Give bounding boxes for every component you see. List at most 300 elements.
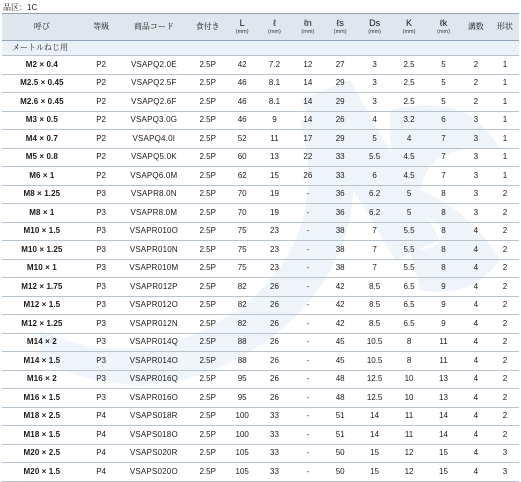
- cell-chamfer: 2.5P: [187, 407, 228, 426]
- section-label: メートルねじ用: [2, 41, 519, 56]
- cell-flutes: 3: [461, 204, 491, 223]
- cell-L: 95: [228, 389, 256, 408]
- cell-l: 23: [256, 241, 293, 260]
- cell-nominal: M14 × 2: [2, 333, 82, 352]
- header-K: K (mm): [392, 14, 426, 41]
- cell-l: 33: [256, 463, 293, 482]
- cell-Ds: 12.5: [357, 370, 391, 389]
- cell-product-code: VSAPR010M: [120, 259, 187, 278]
- cell-product-code: VSAPR010N: [120, 241, 187, 260]
- cell-chamfer: 2.5P: [187, 93, 228, 112]
- cell-flutes: 4: [461, 426, 491, 445]
- header-nominal: 呼び: [2, 14, 82, 41]
- table-row: [2, 56, 519, 75]
- cell-l: 33: [256, 407, 293, 426]
- cell-l: 11: [256, 130, 293, 149]
- cell-grade: P3: [82, 389, 121, 408]
- cell-L: 46: [228, 93, 256, 112]
- cell-K: 11: [392, 426, 426, 445]
- cell-chamfer: 2.5P: [187, 259, 228, 278]
- cell-chamfer: 2.5P: [187, 74, 228, 93]
- cell-flutes: 4: [461, 333, 491, 352]
- cell-K: 12: [392, 444, 426, 463]
- cell-shape: 1: [491, 56, 519, 75]
- cell-grade: P3: [82, 296, 121, 315]
- cell-K: 5.5: [392, 241, 426, 260]
- cell-Ds: 12.5: [357, 389, 391, 408]
- cell-nominal: M14 × 1.5: [2, 352, 82, 371]
- cell-grade: P3: [82, 352, 121, 371]
- cell-l: 26: [256, 333, 293, 352]
- cell-ls: 50: [323, 463, 357, 482]
- cell-grade: P2: [82, 130, 121, 149]
- cell-l: 7.2: [256, 56, 293, 75]
- cell-shape: 2: [491, 407, 519, 426]
- cell-ln: -: [293, 222, 323, 241]
- table-row: [2, 389, 519, 408]
- table-row: [2, 463, 519, 482]
- cell-lk: 13: [426, 370, 460, 389]
- header-chamfer: 食付き: [187, 14, 228, 41]
- cell-product-code: VSAPQ3.0G: [120, 111, 187, 130]
- cell-l: 19: [256, 185, 293, 204]
- table-body: [2, 41, 519, 482]
- cell-L: 46: [228, 111, 256, 130]
- cell-ln: -: [293, 333, 323, 352]
- cell-grade: P2: [82, 167, 121, 186]
- cell-product-code: VSAPQ5.0K: [120, 148, 187, 167]
- cell-product-code: VSAPR012O: [120, 296, 187, 315]
- cell-L: 105: [228, 444, 256, 463]
- cell-flutes: 4: [461, 278, 491, 297]
- header-ls: ℓs (mm): [323, 14, 357, 41]
- cell-grade: P2: [82, 148, 121, 167]
- cell-L: 52: [228, 130, 256, 149]
- cell-grade: P3: [82, 315, 121, 334]
- cell-flutes: 4: [461, 389, 491, 408]
- cell-Ds: 6.2: [357, 185, 391, 204]
- cell-ls: 29: [323, 130, 357, 149]
- cell-K: 12: [392, 463, 426, 482]
- cell-nominal: M2.5 × 0.45: [2, 74, 82, 93]
- cell-lk: 5: [426, 56, 460, 75]
- cell-lk: 8: [426, 185, 460, 204]
- cell-chamfer: 2.5P: [187, 296, 228, 315]
- cell-l: 23: [256, 259, 293, 278]
- cell-lk: 8: [426, 204, 460, 223]
- cell-l: 33: [256, 426, 293, 445]
- cell-product-code: VSAPS020O: [120, 463, 187, 482]
- cell-L: 88: [228, 333, 256, 352]
- cell-lk: 14: [426, 426, 460, 445]
- cell-ln: -: [293, 204, 323, 223]
- cell-K: 6.5: [392, 315, 426, 334]
- table-row: [2, 333, 519, 352]
- cell-ln: -: [293, 444, 323, 463]
- cell-L: 75: [228, 241, 256, 260]
- cell-lk: 14: [426, 407, 460, 426]
- cell-lk: 6: [426, 111, 460, 130]
- cell-Ds: 8.5: [357, 315, 391, 334]
- cell-Ds: 3: [357, 74, 391, 93]
- cell-nominal: M12 × 1.75: [2, 278, 82, 297]
- table-row: [2, 74, 519, 93]
- cell-ls: 29: [323, 74, 357, 93]
- cell-ls: 26: [323, 111, 357, 130]
- cell-nominal: M2 × 0.4: [2, 56, 82, 75]
- header-lk: ℓk (mm): [426, 14, 460, 41]
- cell-chamfer: 2.5P: [187, 185, 228, 204]
- table-row: [2, 426, 519, 445]
- cell-Ds: 15: [357, 463, 391, 482]
- header-flutes: 溝数: [461, 14, 491, 41]
- cell-product-code: VSAPR014Q: [120, 333, 187, 352]
- cell-chamfer: 2.5P: [187, 389, 228, 408]
- table-row: [2, 130, 519, 149]
- cell-ls: 50: [323, 444, 357, 463]
- cell-shape: 2: [491, 185, 519, 204]
- cell-product-code: VSAPQ2.0E: [120, 56, 187, 75]
- cell-chamfer: 2.5P: [187, 241, 228, 260]
- cell-K: 8: [392, 333, 426, 352]
- cell-ln: 17: [293, 130, 323, 149]
- cell-lk: 11: [426, 352, 460, 371]
- header-l: ℓ (mm): [256, 14, 293, 41]
- cell-grade: P2: [82, 56, 121, 75]
- cell-Ds: 6.2: [357, 204, 391, 223]
- cell-K: 4: [392, 130, 426, 149]
- cell-ls: 36: [323, 204, 357, 223]
- cell-K: 5.5: [392, 222, 426, 241]
- cell-nominal: M3 × 0.5: [2, 111, 82, 130]
- cell-product-code: VSAPR010O: [120, 222, 187, 241]
- cell-shape: 2: [491, 204, 519, 223]
- cell-K: 6.5: [392, 296, 426, 315]
- cell-ln: 14: [293, 74, 323, 93]
- cell-chamfer: 2.5P: [187, 111, 228, 130]
- cell-Ds: 7: [357, 259, 391, 278]
- table-row: [2, 370, 519, 389]
- cell-L: 70: [228, 204, 256, 223]
- cell-Ds: 15: [357, 444, 391, 463]
- header-product-code: 商品コード: [120, 14, 187, 41]
- cell-ls: 48: [323, 389, 357, 408]
- cell-ln: 14: [293, 111, 323, 130]
- cell-flutes: 3: [461, 167, 491, 186]
- cell-ln: -: [293, 241, 323, 260]
- table-row: [2, 167, 519, 186]
- cell-product-code: VSAPQ6.0M: [120, 167, 187, 186]
- cell-ls: 38: [323, 259, 357, 278]
- cell-grade: P3: [82, 259, 121, 278]
- cell-chamfer: 2.5P: [187, 444, 228, 463]
- table-row: [2, 315, 519, 334]
- cell-nominal: M20 × 2.5: [2, 444, 82, 463]
- product-class-label: 品区：1C: [3, 3, 38, 12]
- cell-product-code: VSAPQ2.5F: [120, 74, 187, 93]
- cell-grade: P2: [82, 111, 121, 130]
- cell-L: 88: [228, 352, 256, 371]
- cell-flutes: 4: [461, 444, 491, 463]
- cell-shape: 1: [491, 130, 519, 149]
- cell-ln: 22: [293, 148, 323, 167]
- cell-nominal: M2.6 × 0.45: [2, 93, 82, 112]
- cell-l: 33: [256, 444, 293, 463]
- cell-shape: 1: [491, 93, 519, 112]
- cell-L: 42: [228, 56, 256, 75]
- cell-grade: P4: [82, 426, 121, 445]
- cell-shape: 2: [491, 333, 519, 352]
- cell-ls: 29: [323, 93, 357, 112]
- cell-K: 8: [392, 352, 426, 371]
- cell-chamfer: 2.5P: [187, 148, 228, 167]
- cell-ls: 45: [323, 333, 357, 352]
- cell-product-code: VSAPR014O: [120, 352, 187, 371]
- cell-shape: 2: [491, 352, 519, 371]
- cell-L: 60: [228, 148, 256, 167]
- cell-lk: 5: [426, 93, 460, 112]
- cell-chamfer: 2.5P: [187, 222, 228, 241]
- cell-nominal: M18 × 1.5: [2, 426, 82, 445]
- cell-lk: 7: [426, 167, 460, 186]
- cell-flutes: 3: [461, 185, 491, 204]
- tap-specification-table: [2, 13, 519, 482]
- cell-ln: -: [293, 315, 323, 334]
- cell-chamfer: 2.5P: [187, 370, 228, 389]
- cell-chamfer: 2.5P: [187, 352, 228, 371]
- cell-chamfer: 2.5P: [187, 463, 228, 482]
- cell-shape: 1: [491, 148, 519, 167]
- cell-nominal: M20 × 1.5: [2, 463, 82, 482]
- cell-nominal: M5 × 0.8: [2, 148, 82, 167]
- cell-flutes: 4: [461, 241, 491, 260]
- cell-K: 2.5: [392, 93, 426, 112]
- cell-grade: P2: [82, 74, 121, 93]
- cell-shape: 2: [491, 426, 519, 445]
- cell-ls: 45: [323, 352, 357, 371]
- table-row: [2, 444, 519, 463]
- cell-lk: 15: [426, 463, 460, 482]
- cell-ls: 33: [323, 148, 357, 167]
- cell-ls: 36: [323, 185, 357, 204]
- cell-Ds: 4: [357, 111, 391, 130]
- table-row: [2, 111, 519, 130]
- cell-chamfer: 2.5P: [187, 204, 228, 223]
- cell-grade: P4: [82, 463, 121, 482]
- table-row: [2, 278, 519, 297]
- cell-Ds: 7: [357, 241, 391, 260]
- cell-K: 11: [392, 407, 426, 426]
- cell-L: 82: [228, 315, 256, 334]
- cell-ln: -: [293, 407, 323, 426]
- cell-flutes: 3: [461, 111, 491, 130]
- cell-flutes: 2: [461, 93, 491, 112]
- header-L: L (mm): [228, 14, 256, 41]
- cell-K: 4.5: [392, 148, 426, 167]
- cell-ln: -: [293, 185, 323, 204]
- cell-nominal: M10 × 1.5: [2, 222, 82, 241]
- cell-Ds: 7: [357, 222, 391, 241]
- cell-nominal: M8 × 1: [2, 204, 82, 223]
- table-row: [2, 222, 519, 241]
- cell-ln: -: [293, 259, 323, 278]
- cell-product-code: VSAPQ4.0I: [120, 130, 187, 149]
- cell-Ds: 10.5: [357, 352, 391, 371]
- cell-lk: 7: [426, 130, 460, 149]
- cell-l: 26: [256, 389, 293, 408]
- cell-l: 23: [256, 222, 293, 241]
- cell-K: 2.5: [392, 74, 426, 93]
- cell-ls: 42: [323, 315, 357, 334]
- cell-flutes: 3: [461, 130, 491, 149]
- cell-K: 4.5: [392, 167, 426, 186]
- cell-K: 5: [392, 204, 426, 223]
- cell-L: 62: [228, 167, 256, 186]
- cell-nominal: M12 × 1.5: [2, 296, 82, 315]
- cell-L: 95: [228, 370, 256, 389]
- cell-ln: -: [293, 370, 323, 389]
- cell-chamfer: 2.5P: [187, 130, 228, 149]
- cell-ln: -: [293, 389, 323, 408]
- cell-shape: 2: [491, 296, 519, 315]
- cell-l: 19: [256, 204, 293, 223]
- cell-L: 82: [228, 278, 256, 297]
- cell-grade: P2: [82, 93, 121, 112]
- cell-nominal: M12 × 1.25: [2, 315, 82, 334]
- cell-flutes: 2: [461, 56, 491, 75]
- cell-product-code: VSAPR016O: [120, 389, 187, 408]
- cell-shape: 2: [491, 389, 519, 408]
- cell-product-code: VSAPS018O: [120, 426, 187, 445]
- cell-l: 8.1: [256, 74, 293, 93]
- cell-nominal: M6 × 1: [2, 167, 82, 186]
- cell-ln: -: [293, 426, 323, 445]
- cell-l: 9: [256, 111, 293, 130]
- cell-chamfer: 2.5P: [187, 333, 228, 352]
- cell-shape: 1: [491, 167, 519, 186]
- cell-flutes: 4: [461, 259, 491, 278]
- cell-shape: 1: [491, 74, 519, 93]
- cell-K: 6.5: [392, 278, 426, 297]
- cell-product-code: VSAPR012P: [120, 278, 187, 297]
- cell-chamfer: 2.5P: [187, 315, 228, 334]
- cell-shape: 2: [491, 315, 519, 334]
- cell-grade: P3: [82, 370, 121, 389]
- cell-grade: P3: [82, 185, 121, 204]
- cell-Ds: 8.5: [357, 278, 391, 297]
- cell-product-code: VSAPS020R: [120, 444, 187, 463]
- table-row: [2, 352, 519, 371]
- table-row: [2, 241, 519, 260]
- cell-ls: 38: [323, 222, 357, 241]
- cell-chamfer: 2.5P: [187, 56, 228, 75]
- cell-ln: -: [293, 463, 323, 482]
- cell-ls: 27: [323, 56, 357, 75]
- cell-ln: -: [293, 278, 323, 297]
- cell-nominal: M4 × 0.7: [2, 130, 82, 149]
- cell-flutes: 3: [461, 148, 491, 167]
- header-grade: 等級: [82, 14, 121, 41]
- cell-lk: 15: [426, 444, 460, 463]
- header-ln: ℓn (mm): [293, 14, 323, 41]
- cell-ls: 51: [323, 407, 357, 426]
- cell-Ds: 6: [357, 167, 391, 186]
- cell-grade: P3: [82, 241, 121, 260]
- cell-shape: 2: [491, 241, 519, 260]
- cell-lk: 8: [426, 259, 460, 278]
- cell-shape: 2: [491, 278, 519, 297]
- cell-L: 75: [228, 259, 256, 278]
- cell-lk: 9: [426, 296, 460, 315]
- cell-product-code: VSAPR8.0N: [120, 185, 187, 204]
- cell-product-code: VSAPQ2.6F: [120, 93, 187, 112]
- cell-K: 10: [392, 370, 426, 389]
- cell-l: 26: [256, 370, 293, 389]
- cell-ls: 51: [323, 426, 357, 445]
- cell-l: 8.1: [256, 93, 293, 112]
- cell-Ds: 3: [357, 93, 391, 112]
- cell-flutes: 4: [461, 463, 491, 482]
- cell-shape: 3: [491, 463, 519, 482]
- table-header-row: [2, 14, 519, 41]
- cell-L: 105: [228, 463, 256, 482]
- cell-flutes: 4: [461, 315, 491, 334]
- table-row: [2, 296, 519, 315]
- cell-L: 100: [228, 407, 256, 426]
- cell-flutes: 4: [461, 352, 491, 371]
- cell-flutes: 2: [461, 74, 491, 93]
- cell-grade: P3: [82, 278, 121, 297]
- cell-Ds: 14: [357, 426, 391, 445]
- cell-ln: 12: [293, 56, 323, 75]
- cell-chamfer: 2.5P: [187, 278, 228, 297]
- cell-shape: 2: [491, 370, 519, 389]
- cell-flutes: 4: [461, 296, 491, 315]
- table-row: [2, 93, 519, 112]
- cell-product-code: VSAPS018R: [120, 407, 187, 426]
- cell-L: 82: [228, 296, 256, 315]
- cell-grade: P4: [82, 444, 121, 463]
- cell-flutes: 4: [461, 222, 491, 241]
- cell-l: 15: [256, 167, 293, 186]
- cell-L: 70: [228, 185, 256, 204]
- table-row: [2, 259, 519, 278]
- cell-shape: 2: [491, 259, 519, 278]
- cell-Ds: 3: [357, 56, 391, 75]
- cell-lk: 5: [426, 74, 460, 93]
- cell-ls: 33: [323, 167, 357, 186]
- cell-product-code: VSAPR012N: [120, 315, 187, 334]
- cell-K: 2.5: [392, 56, 426, 75]
- cell-ln: -: [293, 296, 323, 315]
- cell-lk: 13: [426, 389, 460, 408]
- cell-nominal: M18 × 2.5: [2, 407, 82, 426]
- cell-l: 26: [256, 296, 293, 315]
- cell-K: 10: [392, 389, 426, 408]
- cell-ls: 38: [323, 241, 357, 260]
- cell-flutes: 4: [461, 407, 491, 426]
- header-shape: 形状: [491, 14, 519, 41]
- header-Ds: Ds (mm): [357, 14, 391, 41]
- cell-flutes: 4: [461, 370, 491, 389]
- cell-lk: 7: [426, 148, 460, 167]
- cell-lk: 11: [426, 333, 460, 352]
- table-row: [2, 407, 519, 426]
- cell-nominal: M8 × 1.25: [2, 185, 82, 204]
- cell-lk: 8: [426, 241, 460, 260]
- cell-nominal: M10 × 1: [2, 259, 82, 278]
- cell-ln: 26: [293, 167, 323, 186]
